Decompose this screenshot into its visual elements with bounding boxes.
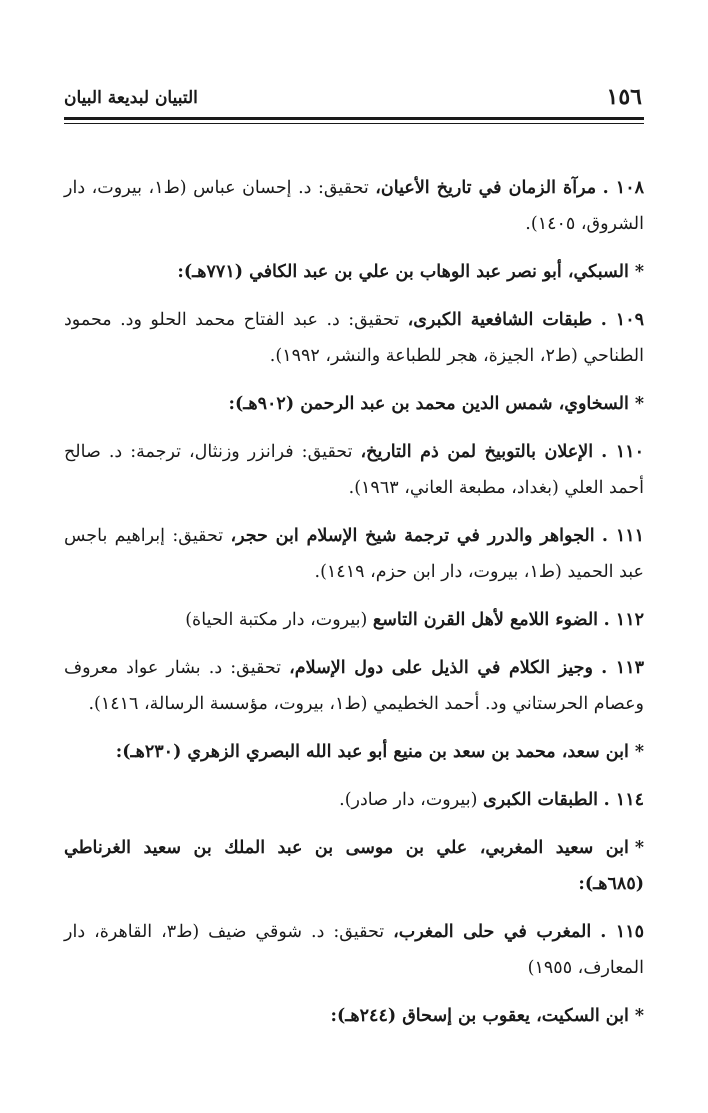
entry-title: الإعلان بالتوبيخ لمن ذم التاريخ، <box>360 442 594 462</box>
bib-entry-112 <box>64 602 644 638</box>
bullet-star: * <box>634 1006 644 1026</box>
entry-details: تحقيق: د. عبد الفتاح محمد الحلو ود. محمود الطناحي (ط٢، الجيزة، هجر للطباعة والنشر، ١٩٩٢). <box>64 310 644 366</box>
entry-details: (بيروت، دار صادر). <box>339 790 483 810</box>
bullet-star: * <box>634 262 644 282</box>
author-name: السخاوي، شمس الدين محمد بن عبد الرحمن (٩٠٢هـ): <box>228 394 629 414</box>
entry-number: ١١١ . <box>601 526 645 546</box>
header-rule-thin <box>64 123 644 124</box>
entry-title: الجواهر والدرر في ترجمة شيخ الإسلام ابن حجر، <box>230 526 595 546</box>
entry-details: تحقيق: د. بشار عواد معروف وعصام الحرستاني ود. أحمد الخطيمي (ط١، بيروت، مؤسسة الرسالة، ١٤١٦). <box>64 658 644 714</box>
author-heading-ibn-said <box>64 830 644 902</box>
running-title: التبيان لبديعة البيان <box>64 88 198 108</box>
bullet-star: * <box>634 742 644 762</box>
author-heading-subki <box>64 254 644 290</box>
header-rule-thick <box>64 117 644 120</box>
entry-number: ١١٢ . <box>603 610 644 630</box>
entry-number: ١١٤ . <box>603 790 644 810</box>
bullet-star: * <box>634 838 644 858</box>
bib-entry-114 <box>64 782 644 818</box>
page-number: ١٥٦ <box>606 84 642 110</box>
entry-details: تحقيق: إبراهيم باجس عبد الحميد (ط١، بيروت، دار ابن حزم، ١٤١٩). <box>64 526 644 582</box>
entry-details: تحقيق: فرانزر وزنثال، ترجمة: د. صالح أحمد العلي (بغداد، مطبعة العاني، ١٩٦٣). <box>64 442 644 498</box>
author-name: ابن سعد، محمد بن سعد بن منيع أبو عبد الله البصري الزهري (٢٣٠هـ): <box>115 742 629 762</box>
author-heading-ibn-sikkit <box>64 998 644 1034</box>
bib-entry-111 <box>64 518 644 590</box>
author-name: السبكي، أبو نصر عبد الوهاب بن علي بن عبد الكافي (٧٧١هـ): <box>177 262 629 282</box>
entry-number: ١١٣ . <box>601 658 644 678</box>
page-header <box>64 86 642 112</box>
entry-number: ١٠٩ . <box>600 310 644 330</box>
entry-number: ١١٥ . <box>600 922 644 942</box>
entry-title: مرآة الزمان في تاريخ الأعيان، <box>375 178 597 198</box>
entry-details: تحقيق: د. إحسان عباس (ط١، بيروت، دار الشروق، ١٤٠٥). <box>64 178 644 234</box>
bib-entry-113 <box>64 650 644 722</box>
entry-details: تحقيق: د. شوقي ضيف (ط٣، القاهرة، دار المعارف، ١٩٥٥) <box>64 922 644 978</box>
bib-entry-109 <box>64 302 644 374</box>
author-name: ابن السكيت، يعقوب بن إسحاق (٢٤٤هـ): <box>330 1006 629 1026</box>
author-name: ابن سعيد المغربي، علي بن موسى بن عبد الملك بن سعيد الغرناطي (٦٨٥هـ): <box>64 838 644 894</box>
bibliography-list <box>64 170 644 1046</box>
entry-title: الطبقات الكبرى <box>482 790 599 810</box>
author-heading-sakhawi <box>64 386 644 422</box>
bullet-star: * <box>634 394 644 414</box>
entry-title: طبقات الشافعية الكبرى، <box>407 310 593 330</box>
entry-number: ١٠٨ . <box>602 178 644 198</box>
author-heading-ibn-saad <box>64 734 644 770</box>
bib-entry-110 <box>64 434 644 506</box>
entry-number: ١١٠ . <box>601 442 644 462</box>
bib-entry-108 <box>64 170 644 242</box>
bib-entry-115 <box>64 914 644 986</box>
entry-details: (بيروت، دار مكتبة الحياة) <box>185 610 373 630</box>
entry-title: المغرب في حلى المغرب، <box>393 922 592 942</box>
entry-title: وجيز الكلام في الذيل على دول الإسلام، <box>289 658 593 678</box>
entry-title: الضوء اللامع لأهل القرن التاسع <box>372 610 599 630</box>
